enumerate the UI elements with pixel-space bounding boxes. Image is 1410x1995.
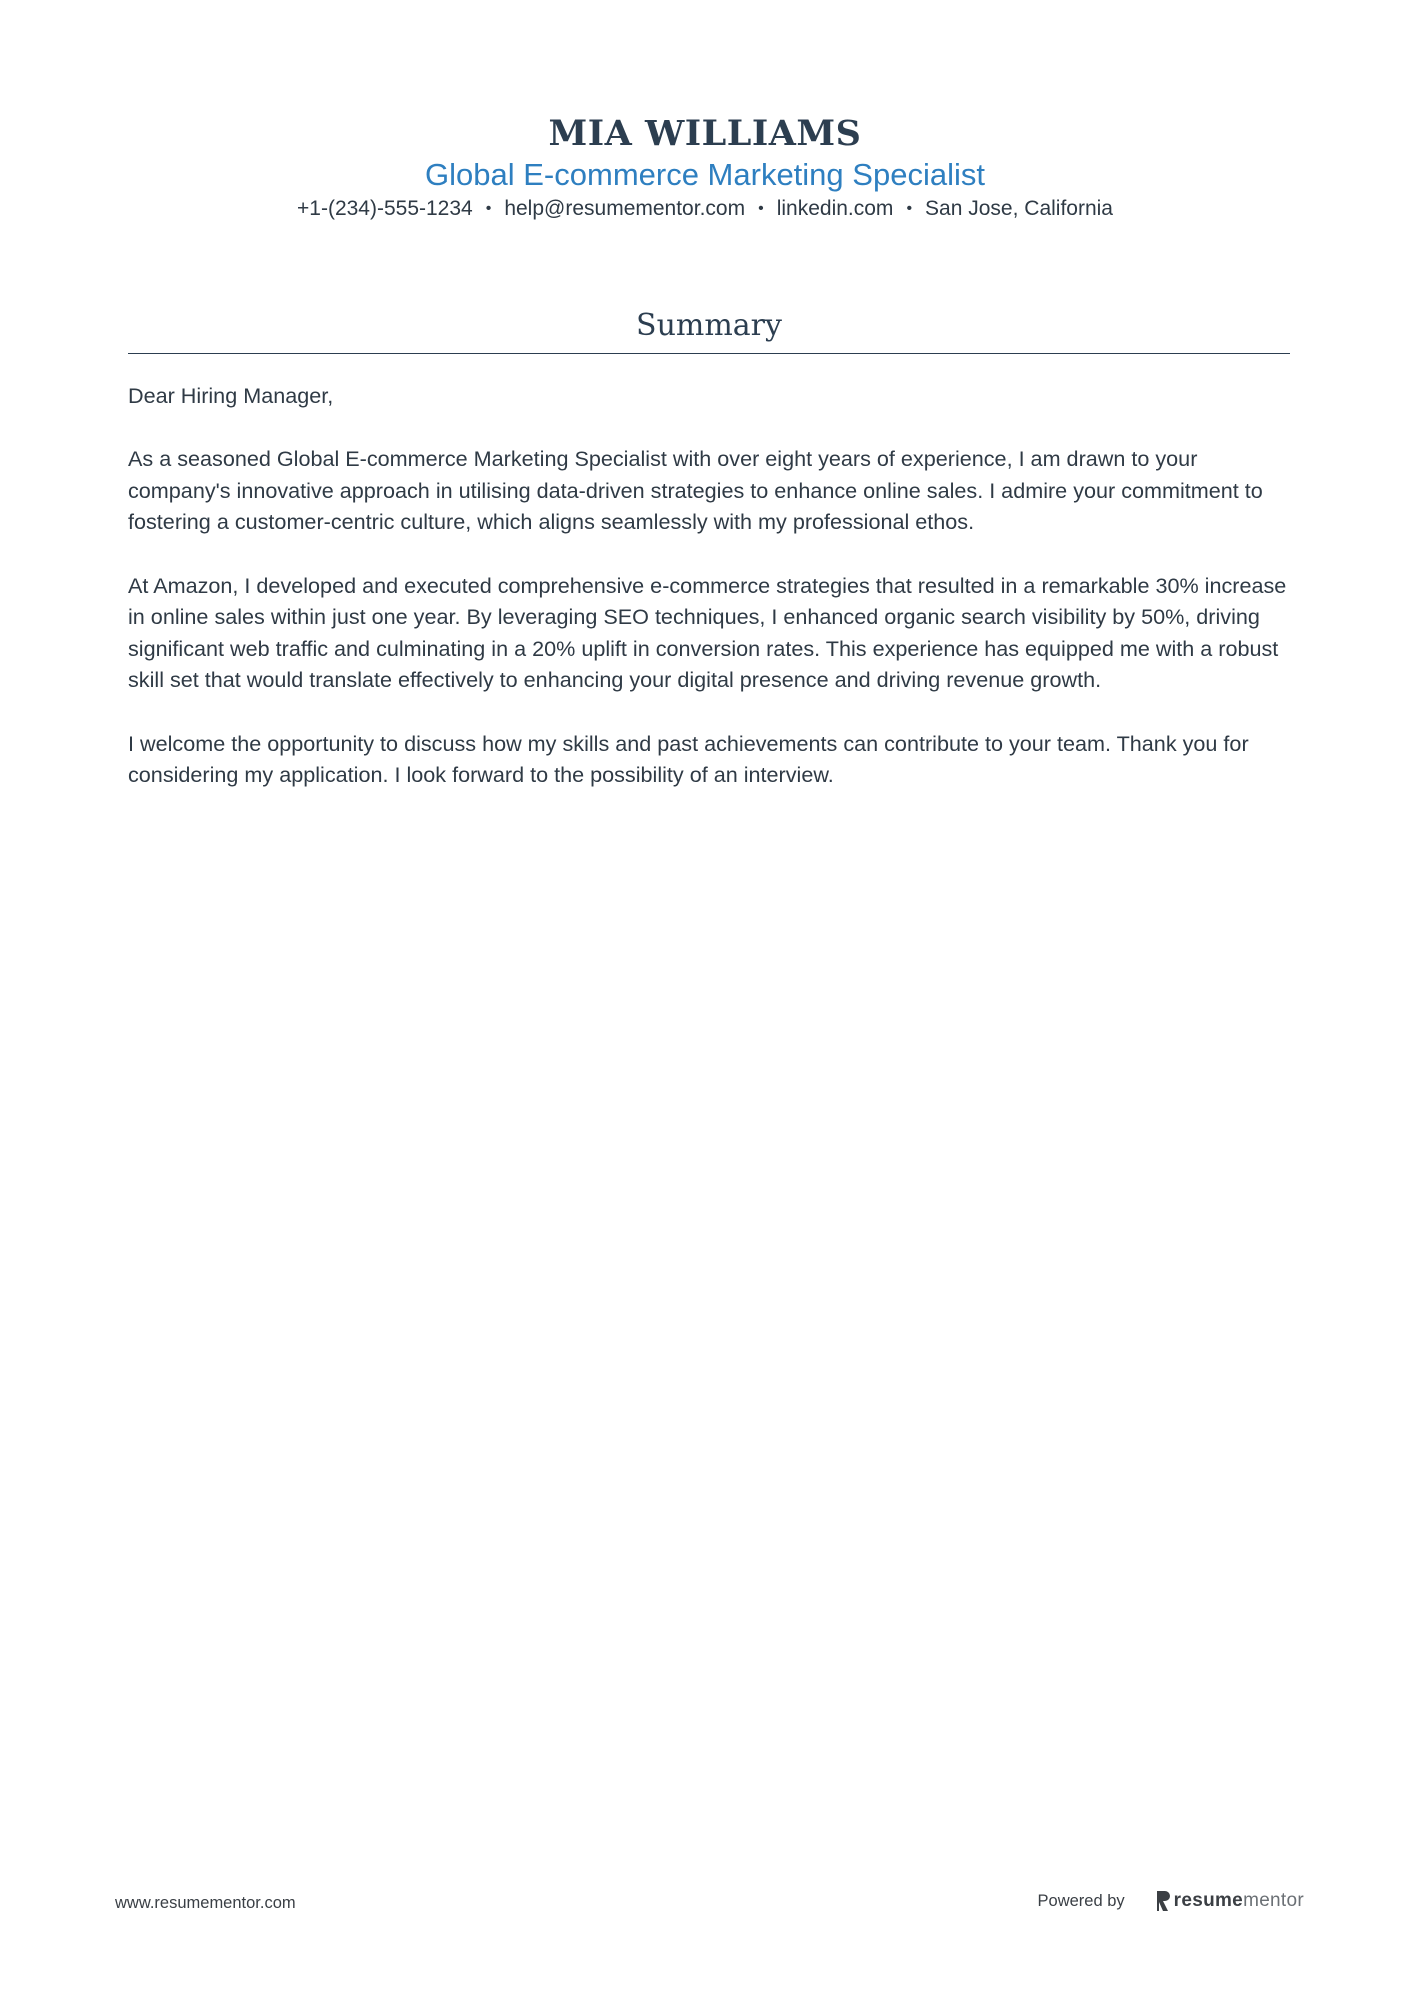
resumementor-logo-icon	[1155, 1890, 1171, 1912]
contact-location: San Jose, California	[925, 197, 1113, 220]
letter-salutation: Dear Hiring Manager,	[128, 383, 334, 408]
contact-linkedin[interactable]: linkedin.com	[776, 197, 894, 220]
footer-branding	[1038, 1890, 1304, 1912]
brand-name-light: mentor	[1243, 1890, 1304, 1911]
letter-paragraph-2: At Amazon, I developed and executed comprehensive e-commerce strategies that resulted in a remarkable 30% increase in online sales within just one year. By leveraging SEO techniques, I enhanced organic search visibility by 50%, driving significant web traffic and culminating in a 20% uplift in conversion rates. This experience has equipped me with a robust skill set that would translate effectively to enhancing your digital presence and driving revenue growth.	[128, 572, 1287, 693]
section-title-summary: Summary	[636, 308, 782, 343]
contact-line	[0, 194, 1410, 224]
letter-paragraph-1: As a seasoned Global E-commerce Marketing Specialist with over eight years of experience, I am drawn to your company's innovative approach in utilising data-driven strategies to enhance online sales. I admire your commitment to fostering a customer-centric culture, which aligns seamlessly with my professional ethos.	[128, 446, 1263, 535]
contact-email[interactable]: help@resumementor.com	[504, 197, 746, 220]
brand-logo[interactable]	[1155, 1890, 1304, 1912]
brand-name-bold: resume	[1173, 1890, 1244, 1911]
cover-letter-body	[128, 380, 1300, 822]
job-title: Global E-commerce Marketing Specialist	[425, 157, 985, 192]
contact-separator: •	[485, 200, 492, 217]
letter-paragraph-3: I welcome the opportunity to discuss how my skills and past achievements can contribute to your team. Thank you for considering my application. I look forward to the possibility of an interview.	[128, 730, 1249, 788]
resume-header	[0, 112, 1410, 224]
applicant-name: MIA WILLIAMS	[548, 113, 862, 154]
contact-separator: •	[906, 200, 913, 217]
contact-phone: +1-(234)-555-1234	[297, 197, 473, 220]
powered-by-label: Powered by	[1037, 1891, 1125, 1910]
footer-website[interactable]: www.resumementor.com	[115, 1894, 296, 1912]
section-divider	[128, 353, 1290, 354]
contact-separator: •	[758, 200, 764, 217]
